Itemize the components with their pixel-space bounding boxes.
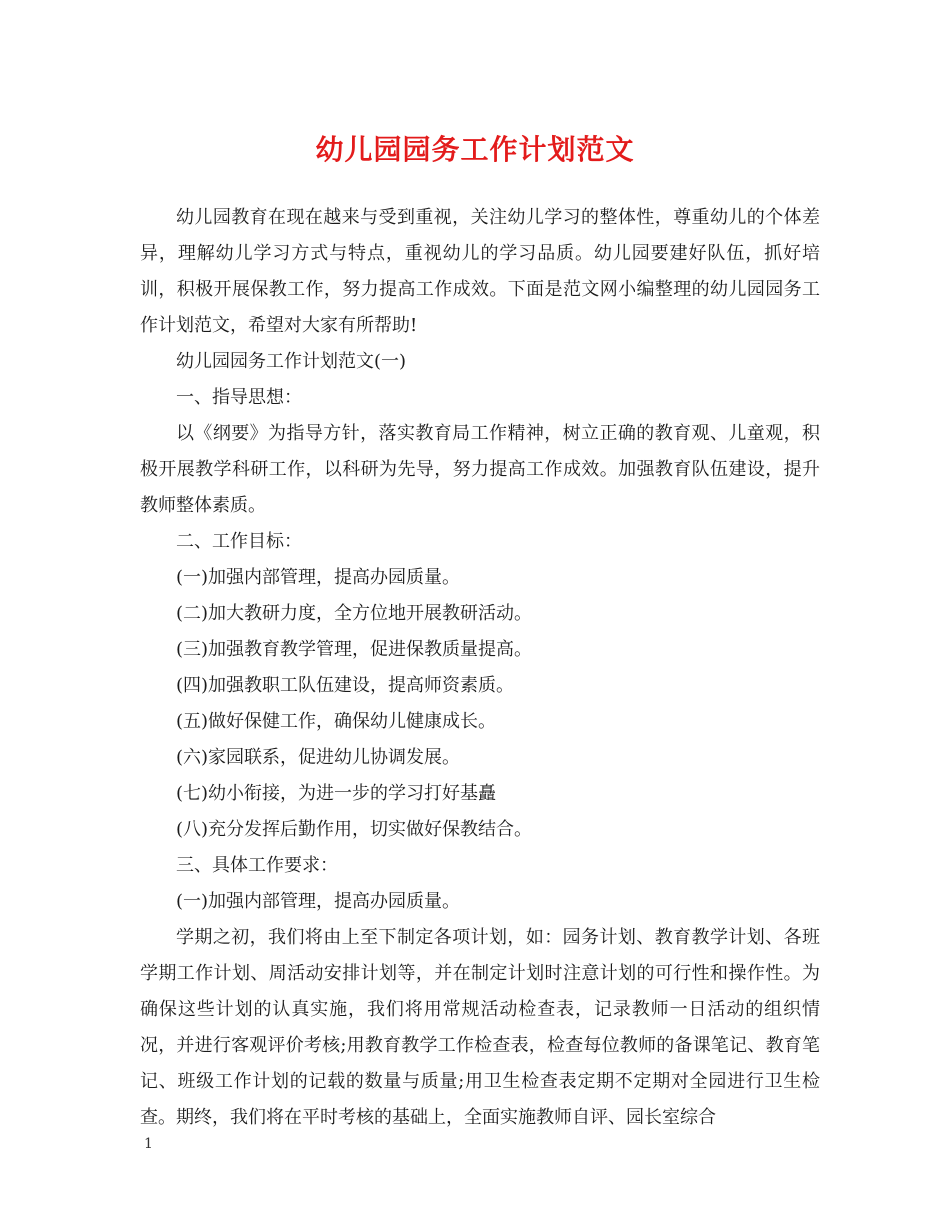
document-title: 幼儿园园务工作计划范文: [315, 133, 635, 166]
requirement-paragraph: 学期之初，我们将由上至下制定各项计划，如：园务计划、教育教学计划、各班学期工作计划、周活动安排计划等，并在制定计划时注意计划的可行性和操作性。为确保这些计划的认真实施，我们将用常规活动检查表，记录教师一日活动的组织情况，并进行客观评价考核;用教育教学工作检查表，检查每位教师的备课笔记、教育笔记、班级工作计划的记载的数量与质量;用卫生检查表定期不定期对全园进行卫生检查。期终，我们将在平时考核的基础上，全面实施教师自评、园长室综合: [140, 927, 820, 1128]
goal-item: (四)加强教职工队伍建设，提高师资素质。: [176, 675, 515, 696]
section-heading-plan-one: 幼儿园园务工作计划范文(一): [176, 351, 407, 372]
goal-item: (二)加大教研力度，全方位地开展教研活动。: [176, 603, 533, 624]
goal-item: (六)家园联系，促进幼儿协调发展。: [176, 747, 461, 768]
heading-specific-requirements: 三、具体工作要求：: [176, 855, 338, 876]
intro-paragraph: 幼儿园教育在现在越来与受到重视，关注幼儿学习的整体性，尊重幼儿的个体差异，理解幼儿学习方式与特点，重视幼儿的学习品质。幼儿园要建好队伍，抓好培训，积极开展保教工作，努力提高工作成效。下面是范文网小编整理的幼儿园园务工作计划范文，希望对大家有所帮助!: [140, 207, 820, 336]
goal-item: (五)做好保健工作，确保幼儿健康成长。: [176, 711, 497, 732]
page-number: 1: [144, 1136, 153, 1152]
guiding-ideology-paragraph: 以《纲要》为指导方针，落实教育局工作精神，树立正确的教育观、儿童观，积极开展教学科研工作，以科研为先导，努力提高工作成效。加强教育队伍建设，提升教师整体素质。: [140, 423, 820, 516]
heading-work-goals: 二、工作目标：: [176, 531, 302, 552]
heading-guiding-ideology: 一、指导思想：: [176, 387, 302, 408]
goal-item: (三)加强教育教学管理，促进保教质量提高。: [176, 639, 533, 660]
document-body: [140, 200, 820, 1136]
goal-item: (一)加强内部管理，提高办园质量。: [176, 567, 461, 588]
requirement-subheading: (一)加强内部管理，提高办园质量。: [176, 891, 461, 912]
goal-item: (七)幼小衔接，为进一步的学习打好基矗: [176, 783, 497, 804]
goal-item: (八)充分发挥后勤作用，切实做好保教结合。: [176, 819, 533, 840]
